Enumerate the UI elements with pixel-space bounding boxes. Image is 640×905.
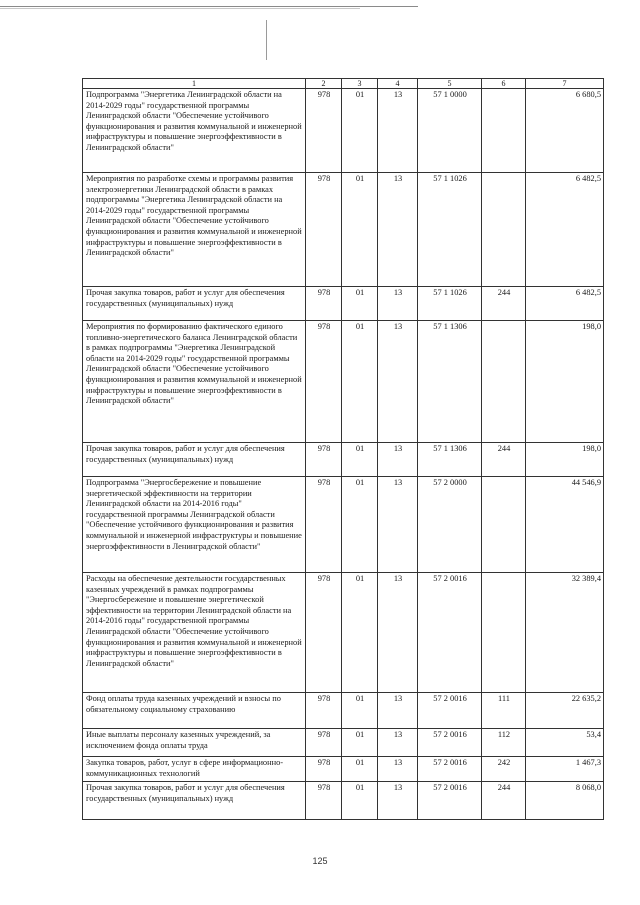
section-code-cell: 01 — [342, 573, 378, 693]
expense-name-cell: Мероприятия по разработке схемы и программы развития электроэнергетики Ленинградской области в рамках подпрограммы "Энергетика Ленинградской области на 2014-2029 годы" государственной программы Ленинградской области "Обеспечение устойчивого функционирования и развития коммунальной и инженерной инфраструктуры и повышение энергоэффективности в Ленинградской области" — [83, 173, 306, 287]
scan-artifact-line — [0, 6, 418, 7]
ministry-code-cell: 978 — [306, 757, 342, 782]
section-code-cell: 01 — [342, 782, 378, 820]
target-article-cell: 57 1 1306 — [418, 443, 482, 477]
amount-cell: 1 467,3 — [526, 757, 604, 782]
section-code-cell: 01 — [342, 89, 378, 173]
scan-artifact-line — [0, 8, 360, 9]
column-header: 5 — [418, 79, 482, 89]
subsection-code-cell: 13 — [378, 173, 418, 287]
ministry-code-cell: 978 — [306, 173, 342, 287]
expense-name-cell: Иные выплаты персоналу казенных учреждений, за исключением фонда оплаты труда — [83, 729, 306, 757]
expense-type-cell: 242 — [482, 757, 526, 782]
column-header: 2 — [306, 79, 342, 89]
column-header: 6 — [482, 79, 526, 89]
table-row — [83, 89, 604, 173]
column-header: 1 — [83, 79, 306, 89]
ministry-code-cell: 978 — [306, 729, 342, 757]
target-article-cell: 57 2 0016 — [418, 729, 482, 757]
amount-cell: 6 680,5 — [526, 89, 604, 173]
target-article-cell: 57 2 0016 — [418, 782, 482, 820]
table-header-row — [83, 79, 604, 89]
amount-cell: 53,4 — [526, 729, 604, 757]
target-article-cell: 57 2 0016 — [418, 573, 482, 693]
subsection-code-cell: 13 — [378, 729, 418, 757]
amount-cell: 8 068,0 — [526, 782, 604, 820]
table-row — [83, 173, 604, 287]
subsection-code-cell: 13 — [378, 477, 418, 573]
expense-type-cell — [482, 89, 526, 173]
section-code-cell: 01 — [342, 729, 378, 757]
table-row — [83, 757, 604, 782]
table-row — [83, 693, 604, 729]
column-header: 7 — [526, 79, 604, 89]
amount-cell: 32 389,4 — [526, 573, 604, 693]
expense-name-cell: Расходы на обеспечение деятельности государственных казенных учреждений в рамках подпрограммы "Энергосбережение и повышение энергетической эффективности на территории Ленинградской области на 2014-2016 годы" государственной программы Ленинградской области "Обеспечение устойчивого функционирования и развития коммунальной и инженерной инфраструктуры и повышение энергоэффективности в Ленинградской области" — [83, 573, 306, 693]
expense-name-cell: Фонд оплаты труда казенных учреждений и взносы по обязательному социальному страхованию — [83, 693, 306, 729]
table-row — [83, 321, 604, 443]
subsection-code-cell: 13 — [378, 782, 418, 820]
amount-cell: 198,0 — [526, 321, 604, 443]
target-article-cell: 57 1 1026 — [418, 287, 482, 321]
expense-name-cell: Мероприятия по формированию фактического единого топливно-энергетического баланса Ленинградской области в рамках подпрограммы "Энергетика Ленинградской области на 2014-2029 годы" государственной программы Ленинградской области "Обеспечение устойчивого функционирования и развития коммунальной и инженерной инфраструктуры и повышение энергоэффективности в Ленинградской области" — [83, 321, 306, 443]
expense-type-cell: 112 — [482, 729, 526, 757]
section-code-cell: 01 — [342, 321, 378, 443]
expense-name-cell: Подпрограмма "Энергетика Ленинградской области на 2014-2029 годы" государственной программы Ленинградской области "Обеспечение устойчивого функционирования и развития коммунальной и инженерной инфраструктуры и повышение энергоэффективности в Ленинградской области" — [83, 89, 306, 173]
subsection-code-cell: 13 — [378, 757, 418, 782]
section-code-cell: 01 — [342, 173, 378, 287]
table-row — [83, 477, 604, 573]
ministry-code-cell: 978 — [306, 693, 342, 729]
ministry-code-cell: 978 — [306, 477, 342, 573]
ministry-code-cell: 978 — [306, 89, 342, 173]
ministry-code-cell: 978 — [306, 287, 342, 321]
expense-name-cell: Прочая закупка товаров, работ и услуг для обеспечения государственных (муниципальных) нужд — [83, 287, 306, 321]
ministry-code-cell: 978 — [306, 443, 342, 477]
table-row — [83, 443, 604, 477]
ministry-code-cell: 978 — [306, 321, 342, 443]
expense-type-cell — [482, 573, 526, 693]
expense-type-cell: 244 — [482, 782, 526, 820]
section-code-cell: 01 — [342, 287, 378, 321]
amount-cell: 6 482,5 — [526, 173, 604, 287]
subsection-code-cell: 13 — [378, 693, 418, 729]
target-article-cell: 57 1 1026 — [418, 173, 482, 287]
column-header: 3 — [342, 79, 378, 89]
subsection-code-cell: 13 — [378, 443, 418, 477]
expense-type-cell — [482, 321, 526, 443]
target-article-cell: 57 1 0000 — [418, 89, 482, 173]
expense-type-cell: 244 — [482, 287, 526, 321]
amount-cell: 198,0 — [526, 443, 604, 477]
expense-name-cell: Прочая закупка товаров, работ и услуг для обеспечения государственных (муниципальных) нужд — [83, 782, 306, 820]
target-article-cell: 57 2 0000 — [418, 477, 482, 573]
subsection-code-cell: 13 — [378, 89, 418, 173]
subsection-code-cell: 13 — [378, 573, 418, 693]
expense-type-cell: 111 — [482, 693, 526, 729]
expense-name-cell: Прочая закупка товаров, работ и услуг для обеспечения государственных (муниципальных) нужд — [83, 443, 306, 477]
ministry-code-cell: 978 — [306, 573, 342, 693]
expense-name-cell: Подпрограмма "Энергосбережение и повышение энергетической эффективности на территории Ленинградской области на 2014-2016 годы" государственной программы Ленинградской области "Обеспечение устойчивого функционирования и развития коммунальной и инженерной инфраструктуры и повышение энергоэффективности в Ленинградской области" — [83, 477, 306, 573]
scan-artifact-line — [266, 20, 267, 60]
expense-type-cell — [482, 477, 526, 573]
page-number: 125 — [312, 856, 328, 866]
target-article-cell: 57 2 0016 — [418, 693, 482, 729]
expense-type-cell: 244 — [482, 443, 526, 477]
table-row — [83, 729, 604, 757]
section-code-cell: 01 — [342, 757, 378, 782]
section-code-cell: 01 — [342, 477, 378, 573]
amount-cell: 22 635,2 — [526, 693, 604, 729]
subsection-code-cell: 13 — [378, 321, 418, 443]
subsection-code-cell: 13 — [378, 287, 418, 321]
expense-name-cell: Закупка товаров, работ, услуг в сфере информационно-коммуникационных технологий — [83, 757, 306, 782]
ministry-code-cell: 978 — [306, 782, 342, 820]
amount-cell: 44 546,9 — [526, 477, 604, 573]
section-code-cell: 01 — [342, 693, 378, 729]
table-row — [83, 287, 604, 321]
table-row — [83, 573, 604, 693]
budget-table — [82, 78, 604, 820]
expense-type-cell — [482, 173, 526, 287]
table-row — [83, 782, 604, 820]
section-code-cell: 01 — [342, 443, 378, 477]
amount-cell: 6 482,5 — [526, 287, 604, 321]
target-article-cell: 57 1 1306 — [418, 321, 482, 443]
column-header: 4 — [378, 79, 418, 89]
target-article-cell: 57 2 0016 — [418, 757, 482, 782]
